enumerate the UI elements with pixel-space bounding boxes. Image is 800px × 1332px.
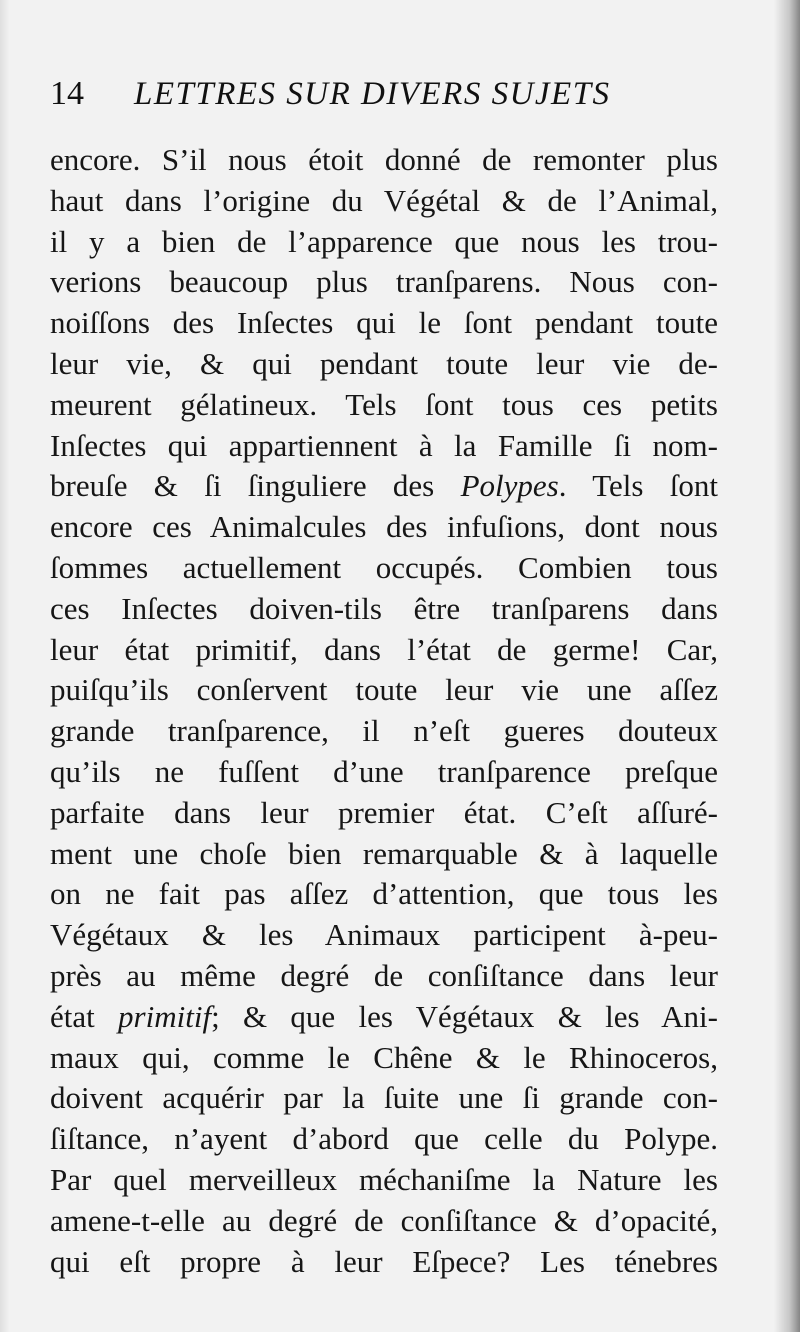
text-segment: leur vie, & qui pendant toute leur vie de- <box>50 345 718 381</box>
italic-term: primitif <box>118 998 212 1034</box>
page-left-shadow <box>0 0 10 1332</box>
text-line <box>50 1160 718 1201</box>
text-segment: breuſe & ſi ſinguliere des <box>50 468 461 504</box>
italic-term: Polypes <box>460 468 559 504</box>
text-segment: ment une choſe bien remarquable & à laquelle <box>50 835 718 871</box>
page-number: 14 <box>50 75 84 112</box>
text-line <box>50 548 718 589</box>
text-segment: doivent acquérir par la ſuite une ſi grande con- <box>50 1080 718 1116</box>
text-line <box>50 1242 718 1283</box>
text-line <box>50 466 718 507</box>
text-line <box>50 915 718 956</box>
running-head: LETTRES SUR DIVERS SUJETS <box>134 76 611 112</box>
text-line <box>50 426 718 467</box>
text-segment: maux qui, comme le Chêne & le Rhinoceros, <box>50 1039 718 1075</box>
text-line <box>50 222 718 263</box>
text-segment: encore ces Animalcules des infuſions, dont nous <box>50 509 718 545</box>
text-line <box>50 752 718 793</box>
text-line <box>50 956 718 997</box>
text-segment: ; & que les Végétaux & les Ani- <box>211 998 718 1034</box>
text-segment: Par quel merveilleux méchaniſme la Nature les <box>50 1161 718 1197</box>
text-line <box>50 834 718 875</box>
text-segment: état <box>50 998 119 1034</box>
text-segment: encore. S’il nous étoit donné de remonter plus <box>50 142 718 177</box>
page-gutter-shadow <box>774 0 800 1332</box>
text-segment: Inſectes qui appartiennent à la Famille ſi nom- <box>50 427 718 463</box>
text-line <box>50 1078 718 1119</box>
text-line <box>50 181 718 222</box>
text-segment: Végétaux & les Animaux participent à-peu- <box>50 917 718 953</box>
text-segment: grande tranſparence, il n’eſt gueres douteux <box>50 713 718 749</box>
text-segment: ces Inſectes doiven-tils être tranſparens dans <box>50 590 718 626</box>
text-line <box>50 793 718 834</box>
text-line <box>50 1119 718 1160</box>
text-segment: on ne fait pas aſſez d’attention, que tous les <box>50 876 718 912</box>
text-segment: parfaite dans leur premier état. C’eſt aſſuré- <box>50 794 718 830</box>
page-header <box>50 72 730 116</box>
text-segment: haut dans l’origine du Végétal & de l’Animal, <box>50 182 718 218</box>
text-line <box>50 344 718 385</box>
text-line <box>50 630 718 671</box>
text-line <box>50 1038 718 1079</box>
text-line <box>50 589 718 630</box>
text-line <box>50 670 718 711</box>
text-line <box>50 507 718 548</box>
text-line <box>50 997 718 1038</box>
text-line <box>50 303 718 344</box>
text-line <box>50 140 718 181</box>
text-segment: verions beaucoup plus tranſparens. Nous con- <box>50 264 718 300</box>
text-segment: ſommes actuellement occupés. Combien tous <box>50 549 718 585</box>
text-segment: leur état primitif, dans l’état de germe! Car, <box>50 631 718 667</box>
text-line <box>50 262 718 303</box>
text-segment: meurent gélatineux. Tels ſont tous ces petits <box>50 386 718 422</box>
text-segment: près au même degré de conſiſtance dans leur <box>50 957 718 993</box>
text-segment: il y a bien de l’apparence que nous les trou- <box>50 223 718 259</box>
text-segment: . Tels ſont <box>558 468 718 504</box>
text-line <box>50 1201 718 1242</box>
text-line <box>50 385 718 426</box>
text-segment: qu’ils ne fuſſent d’une tranſparence preſque <box>50 753 718 789</box>
text-segment: puiſqu’ils conſervent toute leur vie une aſſez <box>50 672 718 708</box>
text-line <box>50 711 718 752</box>
body-text <box>50 140 718 1282</box>
text-segment: qui eſt propre à leur Eſpece? Les ténebres <box>50 1243 718 1279</box>
text-line <box>50 874 718 915</box>
text-segment: noiſſons des Inſectes qui le ſont pendant toute <box>50 305 718 341</box>
text-segment: ſiſtance, n’ayent d’abord que celle du Polype. <box>50 1121 718 1157</box>
text-segment: amene-t-elle au degré de conſiſtance & d’opacité, <box>50 1202 718 1238</box>
